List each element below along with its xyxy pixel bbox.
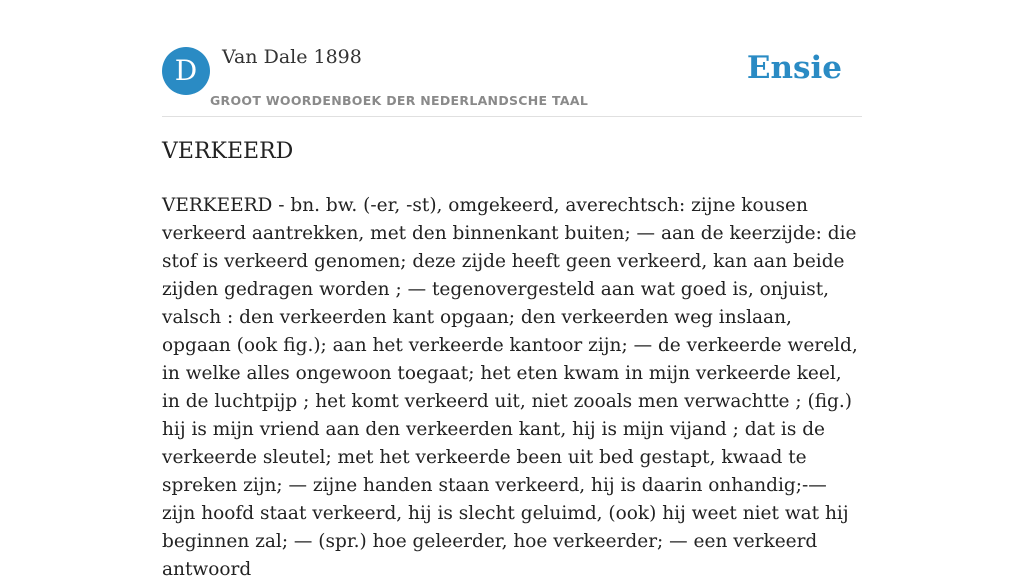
ensie-logo-link[interactable]: Ensie <box>746 50 842 86</box>
source-avatar[interactable]: D <box>162 47 210 95</box>
source-title[interactable]: Van Dale 1898 <box>222 46 362 68</box>
entry-definition: VERKEERD - bn. bw. (-er, -st), omgekeerd, averechtsch: zijne kousen verkeerd aantrekken, met den binnenkant buiten; — aan de keerzijde: die stof is verkeerd genomen; deze zijde heeft geen verkeerd, kan aan beide zijden gedragen worden ; — tegenovergesteld aan wat goed is, onjuist, valsch : den verkeerden kant opgaan; den verkeerden weg inslaan, opgaan (ook fig.); aan het verkeerde kantoor zijn; — de verkeerde wereld, in welke alles ongewoon toegaat; het eten kwam in mijn verkeerde keel, in de luchtpijp ; het komt verkeerd uit, niet zooals men verwachtte ; (fig.) hij is mijn vriend aan den verkeerden kant, hij is mijn vijand ; dat is de verkeerde sleutel; met het verkeerde been uit bed gestapt, kwaad te spreken zijn; — zijne handen staan verkeerd, hij is daarin onhandig;-— zijn hoofd staat verkeerd, hij is slecht geluimd, (ook) hij weet niet wat hij beginnen zal; — (spr.) hoe geleerder, hoe verkeerder; — een verkeerd antwoord <box>162 195 858 580</box>
source-header <box>162 40 862 117</box>
source-subtitle: GROOT WOORDENBOEK DER NEDERLANDSCHE TAAL <box>210 93 589 108</box>
entry-headword: VERKEERD <box>162 139 294 164</box>
